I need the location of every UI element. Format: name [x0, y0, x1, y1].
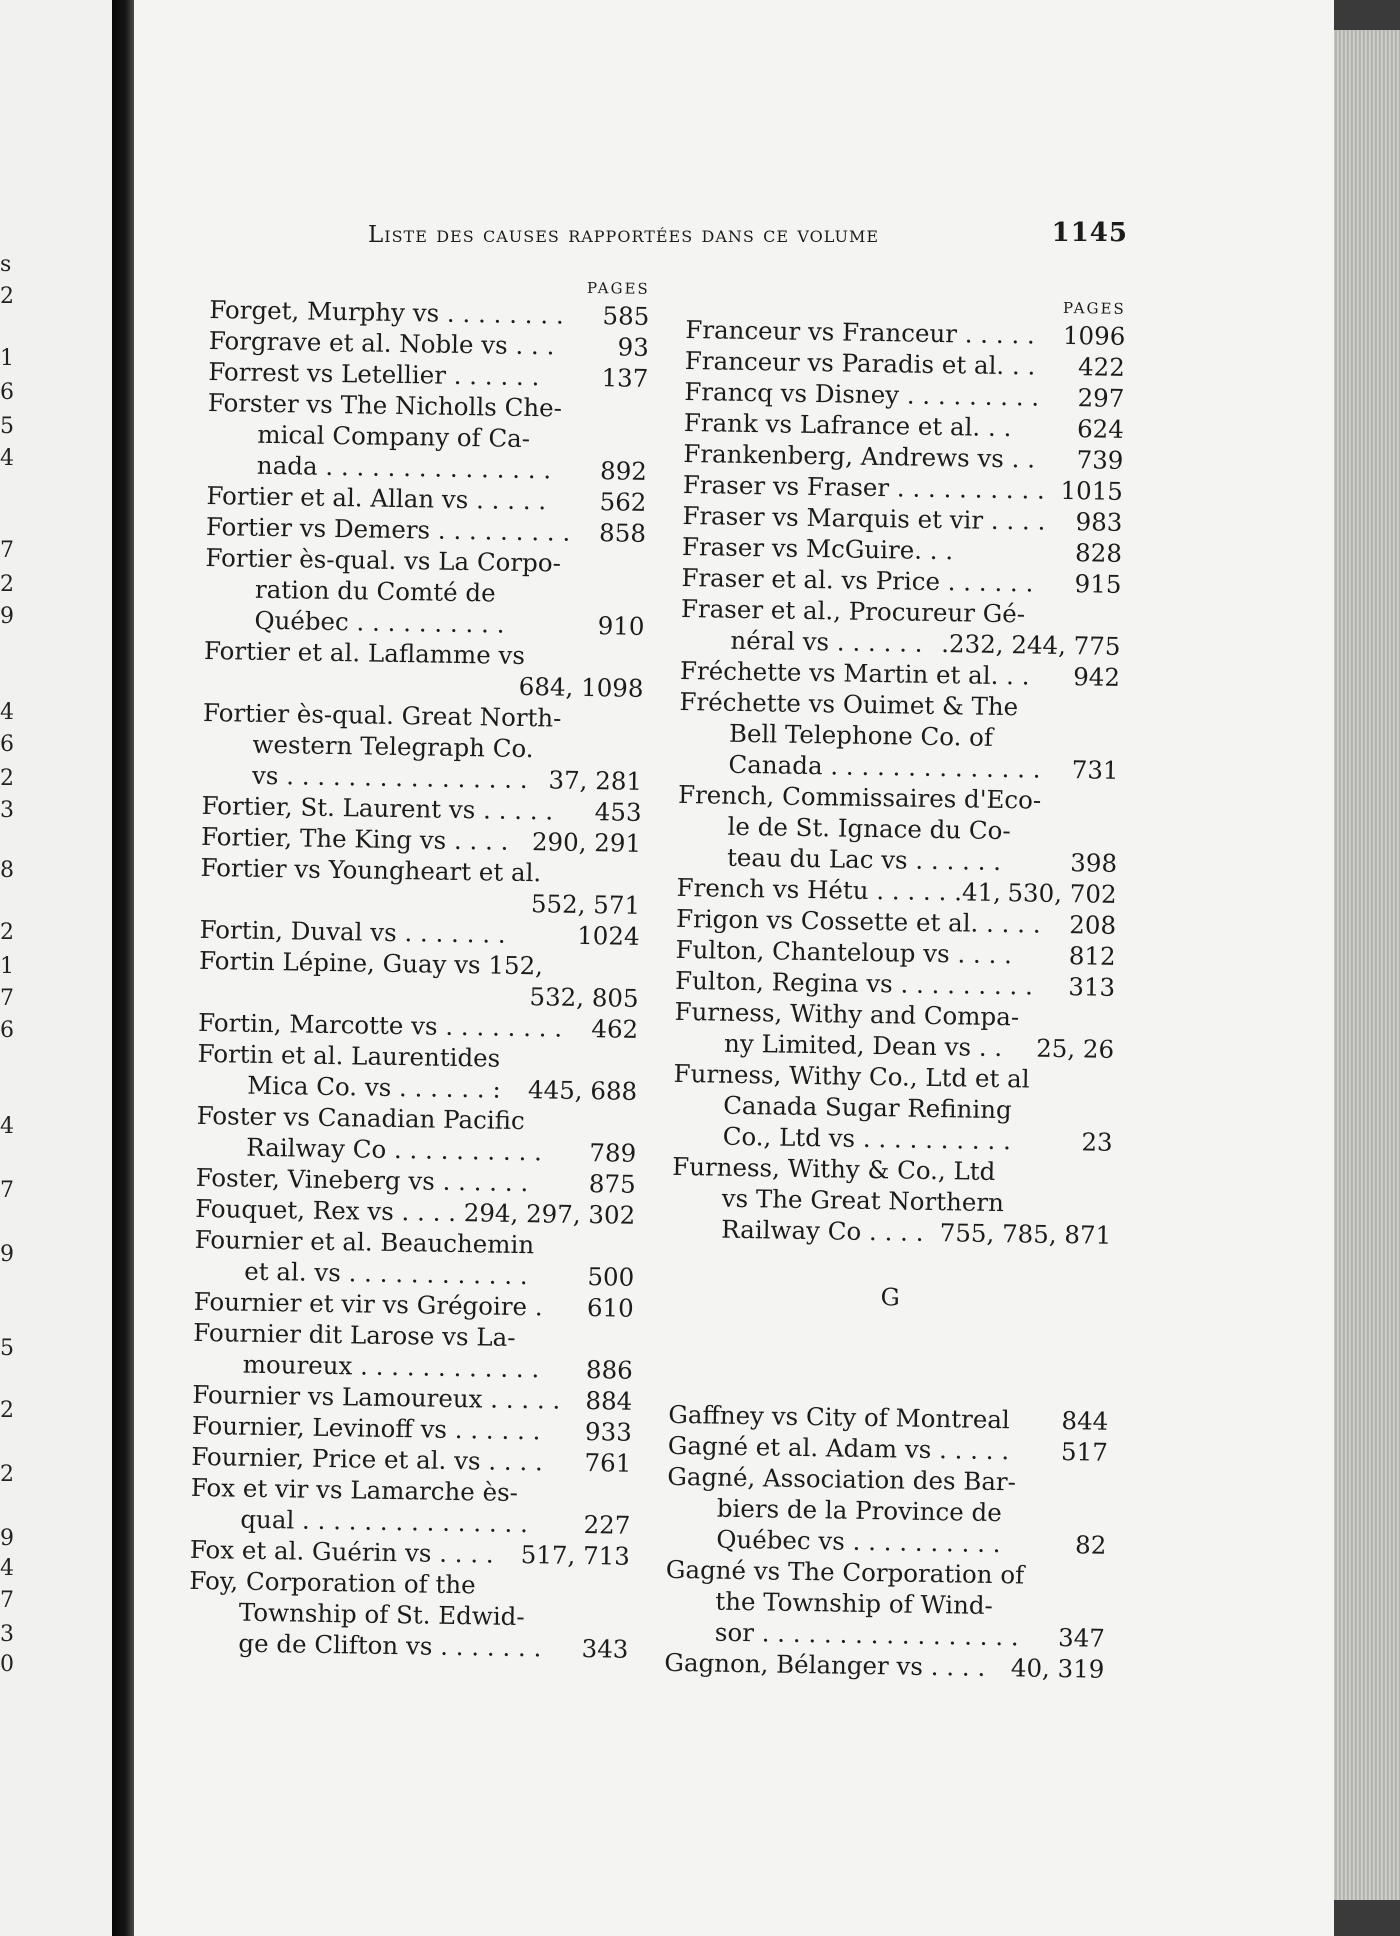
left-page-number-fragment: 0: [0, 1652, 14, 1677]
entry-page-ref: [1115, 600, 1121, 631]
index-entry: [672, 1058, 1113, 1158]
entry-text: Furness, Withy and Compa-: [674, 996, 1020, 1032]
entry-text: Canada Sugar Refining: [722, 1090, 1012, 1125]
entry-page-ref: 297: [1077, 383, 1125, 413]
entry-page-ref: 343: [581, 1634, 629, 1664]
entry-text: Fortier, St. Laurent vs . . . . .: [201, 790, 554, 826]
entry-text: western Telegraph Co.: [252, 729, 534, 764]
entry-page-ref: 610: [586, 1293, 634, 1323]
left-page-number-fragment: 6: [0, 1018, 14, 1043]
entry-text: French, Commissaires d'Eco-: [677, 779, 1042, 815]
entry-text: Foy, Corporation of the: [189, 1565, 476, 1600]
entry-page-ref: 828: [1074, 538, 1123, 568]
entry-page-ref: 453: [594, 797, 642, 827]
entry-text: néral vs . . . . . .: [730, 625, 923, 658]
entry-page-ref: 290, 291: [531, 827, 642, 858]
index-entry: [677, 779, 1118, 879]
entry-page-ref: 942: [1072, 662, 1121, 692]
entry-text: biers de la Province de: [716, 1493, 1002, 1528]
entry-page-ref: [634, 859, 640, 890]
entry-text: Fournier dit Larose vs La-: [193, 1317, 516, 1352]
book-gutter: [112, 0, 134, 1936]
left-page-number-fragment: 4: [0, 1114, 14, 1139]
index-entry: [188, 1565, 629, 1665]
entry-text: Fraser et al., Procureur Gé-: [680, 593, 1026, 629]
entry-text: Forget, Murphy vs . . . . . . . .: [209, 294, 564, 330]
entry-text: vs . . . . . . . . . . . . . . . .: [251, 760, 528, 795]
entry-text: nada . . . . . . . . . . . . . . .: [256, 450, 552, 485]
index-entry: [200, 852, 641, 921]
entry-text: Frankenberg, Andrews vs . .: [683, 438, 1036, 474]
left-page-number-fragment: 2: [0, 1398, 14, 1423]
left-page-number-fragment: 4: [0, 446, 14, 471]
index-column-right: [664, 290, 1126, 1685]
left-page-number-fragment: 2: [0, 766, 14, 791]
entry-text: Bell Telephone Co. of: [728, 718, 994, 752]
entry-page-ref: 82: [1074, 1530, 1107, 1560]
entry-page-ref: 552, 571: [530, 889, 641, 920]
entry-page-ref: [639, 549, 645, 580]
entry-text: Forgrave et al. Noble vs . . .: [208, 325, 555, 361]
left-page-number-fragment: 6: [0, 380, 14, 405]
entry-text: Furness, Withy & Co., Ltd: [672, 1151, 996, 1186]
entry-page-ref: 208: [1069, 910, 1117, 940]
entry-text: Foster vs Canadian Pacific: [196, 1100, 525, 1136]
entry-page-ref: 40, 319: [1010, 1653, 1105, 1684]
index-entry: [196, 1100, 637, 1169]
left-page-number-fragment: 2: [0, 572, 14, 597]
entry-text: Québec vs . . . . . . . . . .: [716, 1524, 1001, 1559]
entry-page-ref: 858: [598, 518, 647, 548]
entry-page-ref: 462: [591, 1014, 639, 1044]
entry-text: Fox et vir vs Lamarche ès-: [190, 1472, 519, 1507]
entry-text: Fortier et al. Laflamme vs: [203, 635, 526, 670]
left-page-number-fragment: 2: [0, 284, 14, 309]
entry-page-ref: [1106, 1158, 1112, 1189]
entry-text: Franceur vs Paradis et al. . .: [684, 345, 1036, 381]
entry-text: Fournier vs Lamoureux . . . . .: [192, 1379, 561, 1415]
entry-text: Fulton, Chanteloup vs . . . .: [675, 934, 1013, 970]
entry-page-ref: 983: [1075, 507, 1123, 537]
left-page-number-fragment: 5: [0, 414, 14, 439]
entry-text: teau du Lac vs . . . . . .: [726, 842, 1002, 877]
entry-page-ref: [636, 735, 642, 766]
entry-page-ref: [1101, 1499, 1107, 1530]
left-page-number-fragment: 1: [0, 954, 14, 979]
index-entry: [680, 593, 1121, 662]
entry-page-ref: [1105, 1189, 1111, 1220]
entry-text: French vs Hétu . . . . . .41,: [676, 872, 1002, 908]
left-page-number-fragment: 9: [0, 1526, 14, 1551]
entry-page-ref: [642, 394, 648, 425]
entry-text: Fulton, Regina vs . . . . . . . . .: [674, 965, 1034, 1001]
entry-page-ref: .232, 244, 775: [941, 629, 1121, 661]
entry-text: Fortier vs Demers . . . . . . . . .: [205, 511, 571, 547]
entry-text: Frigon vs Cossette et al. . . . .: [675, 903, 1041, 939]
header-title: Liste des causes rapportées dans ce volume: [368, 222, 880, 248]
entry-text: et al. vs . . . . . . . . . . . .: [244, 1256, 528, 1291]
entry-text: Gagné et al. Adam vs . . . . .: [667, 1430, 1010, 1466]
entry-text: Fraser vs McGuire. . .: [681, 531, 954, 566]
entry-text: sor . . . . . . . . . . . . . . . . .: [714, 1617, 1019, 1652]
entry-page-ref: 445, 688: [527, 1075, 638, 1106]
entry-text: Francq vs Disney . . . . . . . . .: [684, 376, 1040, 412]
entry-page-ref: 875: [588, 1169, 636, 1199]
entry-text: ge de Clifton vs . . . . . . .: [238, 1628, 542, 1663]
index-entry: [665, 1554, 1106, 1654]
entry-text: Fortier, The King vs . . . .: [200, 821, 509, 856]
entry-text: the Township of Wind-: [715, 1586, 994, 1620]
entry-page-ref: 347: [1057, 1623, 1106, 1653]
left-page-edge: [0, 0, 112, 1936]
entry-text: Fortin et al. Laurentides: [197, 1038, 501, 1073]
index-entry: [203, 635, 644, 704]
entry-page-ref: 500: [587, 1262, 635, 1292]
entry-page-ref: 137: [601, 363, 649, 393]
entry-page-ref: [1107, 1096, 1113, 1127]
entry-page-ref: 422: [1077, 352, 1126, 382]
entry-text: Furness, Withy Co., Ltd et al: [673, 1058, 1030, 1094]
entry-text: Fouquet, Rex vs . . . .: [195, 1193, 457, 1227]
entry-page-ref: 812: [1068, 941, 1116, 971]
entry-text: Canada . . . . . . . . . . . . . .: [728, 749, 1041, 784]
entry-page-ref: 313: [1068, 972, 1116, 1002]
index-column-left: [188, 270, 650, 1665]
entry-page-ref: [641, 425, 647, 456]
entry-page-ref: 789: [589, 1138, 637, 1168]
index-entry: [674, 996, 1115, 1065]
left-page-number-fragment: 5: [0, 1336, 14, 1361]
entry-page-ref: [639, 580, 645, 611]
running-header: [368, 218, 1128, 258]
entry-text: Forrest vs Letellier . . . . . .: [208, 356, 540, 392]
left-page-number-fragment: 4: [0, 700, 14, 725]
index-entry: [671, 1151, 1112, 1251]
entry-text: Township of St. Edwid-: [238, 1597, 525, 1632]
entry-page-ref: 398: [1070, 848, 1118, 878]
index-entry: [202, 697, 643, 797]
entry-text: Fraser vs Fraser . . . . . . . . . .: [682, 469, 1046, 505]
entry-page-ref: 933: [584, 1417, 633, 1447]
entry-page-ref: 884: [585, 1386, 633, 1416]
index-entry: [193, 1317, 634, 1386]
entry-text: Fraser vs Marquis et vir . . . .: [682, 500, 1046, 536]
entry-text: Fournier, Price et al. vs . . . .: [191, 1441, 544, 1477]
entry-page-ref: 25, 26: [1035, 1033, 1115, 1064]
entry-page-ref: 1096: [1062, 320, 1126, 351]
entry-text: [250, 884, 525, 919]
entry-page-ref: 892: [599, 456, 648, 486]
entry-page-ref: 37, 281: [548, 765, 643, 796]
entry-text: Fox et al. Guérin vs . . . .: [189, 1534, 494, 1569]
entry-text: ration du Comté de: [254, 574, 496, 608]
entry-page-ref: 517: [1060, 1437, 1109, 1467]
left-page-number-fragment: 3: [0, 1622, 14, 1647]
entry-text: Fréchette vs Martin et al. . .: [679, 655, 1030, 691]
entry-text: Fournier et vir vs Grégoire .: [193, 1286, 543, 1322]
entry-page-ref: 684, 1098: [518, 671, 644, 703]
entry-text: Gagné vs The Corporation of: [665, 1554, 1025, 1590]
entry-text: vs The Great Northern: [721, 1183, 1005, 1218]
entry-page-ref: 731: [1071, 755, 1119, 785]
entry-text: Fortin, Duval vs . . . . . . .: [199, 914, 506, 949]
left-page-number-fragment: 7: [0, 986, 14, 1011]
entry-page-ref: 761: [584, 1448, 632, 1478]
index-entry: [197, 1038, 638, 1107]
entry-page-ref: 532, 805: [529, 982, 639, 1013]
entry-text: Québec . . . . . . . . . .: [254, 605, 505, 639]
left-page-number-fragment: 4: [0, 1556, 14, 1581]
entry-text: le de St. Ignace du Co-: [727, 811, 1011, 846]
entry-page-ref: [633, 952, 639, 983]
entry-text: Co., Ltd vs . . . . . . . . . .: [722, 1121, 1012, 1156]
entry-text: [253, 667, 513, 702]
left-page-number-fragment: 2: [0, 1462, 14, 1487]
left-page-number-fragment: 3: [0, 798, 14, 823]
entry-page-ref: [631, 1045, 637, 1076]
entry-page-ref: 844: [1061, 1406, 1109, 1436]
section-letter: G: [880, 1283, 900, 1312]
entry-text: moureux . . . . . . . . . . . .: [242, 1349, 540, 1384]
entry-page-ref: 93: [617, 332, 650, 362]
entry-page-ref: 739: [1076, 445, 1124, 475]
entry-text: Gaffney vs City of Montreal: [668, 1399, 1010, 1435]
left-page-number-fragment: 2: [0, 920, 14, 945]
entry-page-ref: 294, 297, 302: [463, 1198, 636, 1230]
entry-page-ref: 530, 702: [1007, 878, 1117, 909]
entry-page-ref: 517, 713: [520, 1540, 631, 1571]
entry-text: Mica Co. vs . . . . . . :: [246, 1070, 501, 1104]
index-entry: [204, 542, 645, 642]
page-stack-edge: [1334, 30, 1400, 1900]
entry-text: Fournier, Levinoff vs . . . . . .: [191, 1410, 541, 1446]
index-entry: [678, 686, 1119, 786]
entry-page-ref: 1024: [577, 920, 640, 951]
left-page-number-fragment: 7: [0, 1178, 14, 1203]
entry-page-ref: 1015: [1060, 475, 1124, 506]
entry-text: Forster vs The Nicholls Che-: [207, 387, 563, 423]
entry-page-ref: [1112, 786, 1118, 817]
index-entry: [194, 1224, 635, 1293]
entry-page-ref: [1108, 1003, 1114, 1034]
entry-page-ref: [628, 1231, 634, 1262]
entry-page-ref: 910: [597, 611, 645, 641]
left-page-number-fragment: 6: [0, 732, 14, 757]
entry-text: Fortier vs Youngheart et al.: [200, 852, 542, 888]
entry-text: Fortin, Marcotte vs . . . . . . . .: [197, 1007, 563, 1043]
entry-page-ref: [638, 642, 644, 673]
entry-text: Gagné, Association des Bar-: [667, 1461, 1017, 1497]
entry-page-ref: [637, 704, 643, 735]
entry-text: Fréchette vs Ouimet & The: [679, 686, 1019, 722]
entry-page-ref: [630, 1107, 636, 1138]
entry-text: Fraser et al. vs Price . . . . . .: [681, 562, 1034, 598]
entry-page-ref: [623, 1603, 629, 1634]
entry-page-ref: [627, 1324, 633, 1355]
entry-page-ref: 562: [599, 487, 647, 517]
entry-text: Franceur vs Franceur . . . . .: [685, 314, 1036, 350]
page-number: 1145: [1051, 218, 1128, 248]
entry-text: Foster, Vineberg vs . . . . . .: [195, 1162, 529, 1198]
entry-text: Frank vs Lafrance et al. . .: [683, 407, 1012, 443]
entry-text: ny Limited, Dean vs . .: [723, 1028, 1003, 1063]
left-page-number-fragment: 8: [0, 858, 14, 883]
entry-page-ref: 227: [583, 1510, 631, 1540]
entry-page-ref: 915: [1074, 569, 1122, 599]
left-page-number-fragment: 7: [0, 1588, 14, 1613]
entry-page-ref: 624: [1076, 414, 1125, 444]
entry-page-ref: 23: [1081, 1127, 1113, 1157]
entry-page-ref: [1101, 1468, 1107, 1499]
entry-text: Fortin Lépine, Guay vs 152,: [198, 945, 544, 981]
index-entry: [190, 1472, 631, 1541]
left-page-number-fragment: 9: [0, 1242, 14, 1267]
entry-page-ref: 585: [602, 301, 650, 331]
entry-text: [248, 977, 523, 1012]
entry-text: Railway Co . . . .: [721, 1214, 924, 1247]
index-entry: [198, 945, 639, 1014]
entry-text: mical Company of Ca-: [257, 419, 531, 454]
entry-page-ref: [1113, 693, 1119, 724]
index-entry: [207, 387, 648, 487]
entry-page-ref: [625, 1479, 631, 1510]
entry-text: Fortier ès-qual. Great North-: [202, 697, 562, 733]
entry-page-ref: 755, 785, 871: [939, 1218, 1112, 1250]
index-entry: [666, 1461, 1107, 1561]
entry-text: Fournier et al. Beauchemin: [194, 1224, 535, 1260]
left-page-number-fragment: 7: [0, 538, 14, 563]
entry-page-ref: [623, 1572, 629, 1603]
left-page-number-fragment: 1: [0, 346, 14, 371]
pages-label: PAGES: [586, 278, 650, 298]
entry-text: Fortier ès-qual. vs La Corpo-: [205, 542, 562, 578]
entry-text: Fortier et al. Allan vs . . . . .: [206, 480, 547, 516]
entry-page-ref: [1099, 1592, 1105, 1623]
pages-label: PAGES: [1062, 298, 1126, 318]
entry-page-ref: [1111, 817, 1117, 848]
left-page-number-fragment: s: [0, 252, 12, 277]
left-page-number-fragment: 9: [0, 604, 14, 629]
entry-page-ref: [1100, 1561, 1106, 1592]
entry-page-ref: [1113, 724, 1119, 755]
entry-page-ref: [1107, 1065, 1113, 1096]
entry-text: qual . . . . . . . . . . . . . . .: [240, 1504, 529, 1539]
entry-text: Railway Co . . . . . . . . . .: [245, 1132, 543, 1167]
entry-text: Gagnon, Bélanger vs . . . .: [664, 1647, 986, 1682]
entry-page-ref: 886: [585, 1355, 633, 1385]
